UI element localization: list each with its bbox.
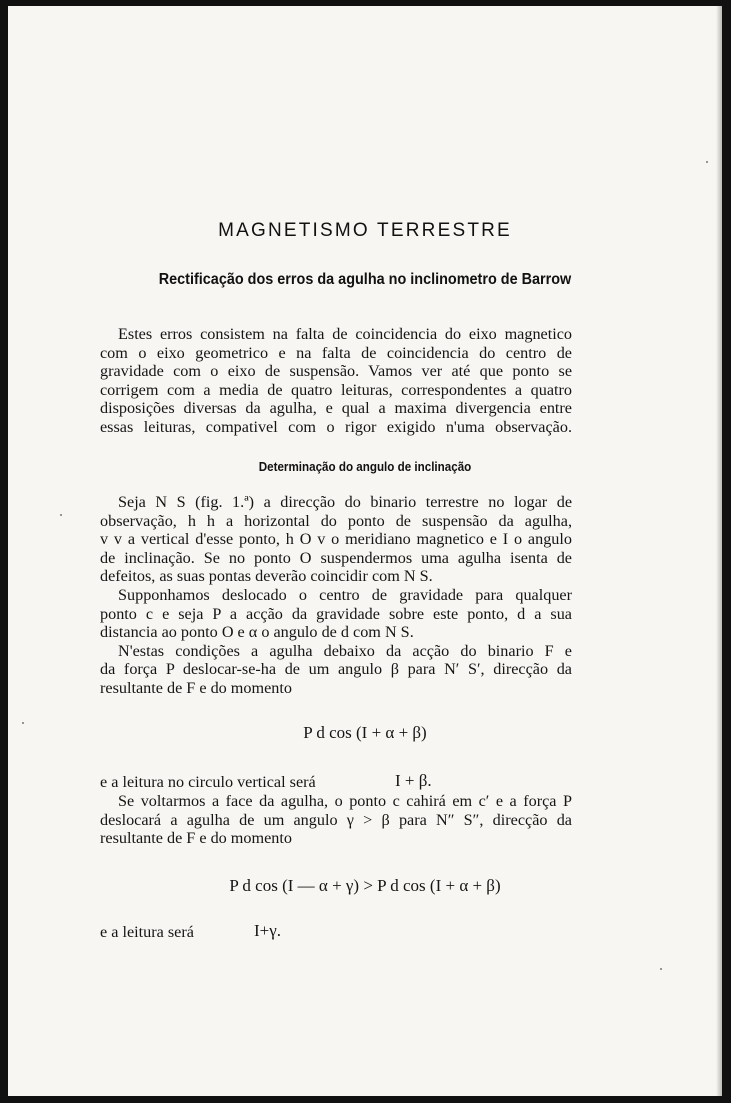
text-line: resultante de F e do momento bbox=[100, 829, 292, 848]
text-line: ponto c e seja P a acção da gravidade sobre este ponto, d a sua bbox=[100, 604, 572, 623]
reading-2-text: e a leitura será bbox=[100, 923, 194, 941]
text-line: de inclinação. Se no ponto O suspendermos uma agulha isenta de bbox=[100, 548, 572, 567]
document-page bbox=[8, 6, 722, 1096]
section-heading: Determinação do angulo de inclinação bbox=[258, 460, 472, 474]
text-line: Estes erros consistem na falta de coincidencia do eixo magnetico bbox=[118, 325, 572, 343]
reading-1-text: e a leitura no circulo vertical será bbox=[100, 773, 316, 791]
text-line: gravidade com o eixo de suspensão. Vamos ver até que ponto se bbox=[100, 362, 572, 381]
reading-1-value: I + β. bbox=[395, 771, 432, 790]
text-line: resultante de F e do momento bbox=[100, 678, 292, 697]
text-line: com o eixo geometrico e na falta de coincidencia do centro de bbox=[100, 343, 572, 362]
paper-speck bbox=[660, 968, 662, 970]
body-paragraph-2 bbox=[100, 792, 572, 848]
intro-paragraph bbox=[100, 325, 572, 437]
text-line: distancia ao ponto O e α o angulo de d com N S. bbox=[100, 623, 414, 642]
text-line: Seja N S (fig. 1.ª) a direcção do binario terrestre no logar de bbox=[118, 493, 572, 511]
paper-speck bbox=[60, 514, 62, 516]
text-line: observação, h h a horizontal do ponto de suspensão da agulha, bbox=[100, 511, 572, 530]
body-paragraph bbox=[100, 493, 572, 698]
text-line: N'estas condições a agulha debaixo da acção do binario F e bbox=[118, 641, 572, 660]
equation-1: P d cos (I + α + β) bbox=[303, 723, 427, 742]
equation-2: P d cos (I — α + γ) > P d cos (I + α + β) bbox=[229, 876, 501, 895]
text-line: da força P deslocar-se-ha de um angulo β para N′ S′, direcção da bbox=[100, 660, 572, 679]
text-line: corrigem com a media de quatro leituras, correspondentes a quatro bbox=[100, 380, 572, 399]
reading-2-value: I+γ. bbox=[254, 921, 282, 940]
text-line: Se voltarmos a face da agulha, o ponto c cahirá em c′ e a força P bbox=[118, 792, 572, 810]
page-edge-shadow bbox=[716, 6, 722, 1096]
text-line: deslocará a agulha de um angulo γ > β para N″ S″, direcção da bbox=[100, 810, 572, 829]
text-line: disposições diversas da agulha, e qual a maxima divergencia entre bbox=[100, 399, 572, 418]
page-subtitle: Rectificação dos erros da agulha no inclinometro de Barrow bbox=[158, 271, 572, 288]
page-title: MAGNETISMO TERRESTRE bbox=[218, 220, 512, 241]
text-line: v v a vertical d'esse ponto, h O v o meridiano magnetico e I o angulo bbox=[100, 530, 572, 549]
text-line: essas leituras, compativel com o rigor exigido n'uma observação. bbox=[100, 417, 572, 436]
text-line: Supponhamos deslocado o centro de gravidade para qualquer bbox=[118, 585, 572, 604]
paper-speck bbox=[706, 161, 708, 163]
text-line: defeitos, as suas pontas deverão coincidir com N S. bbox=[100, 567, 433, 586]
paper-speck bbox=[22, 722, 24, 724]
